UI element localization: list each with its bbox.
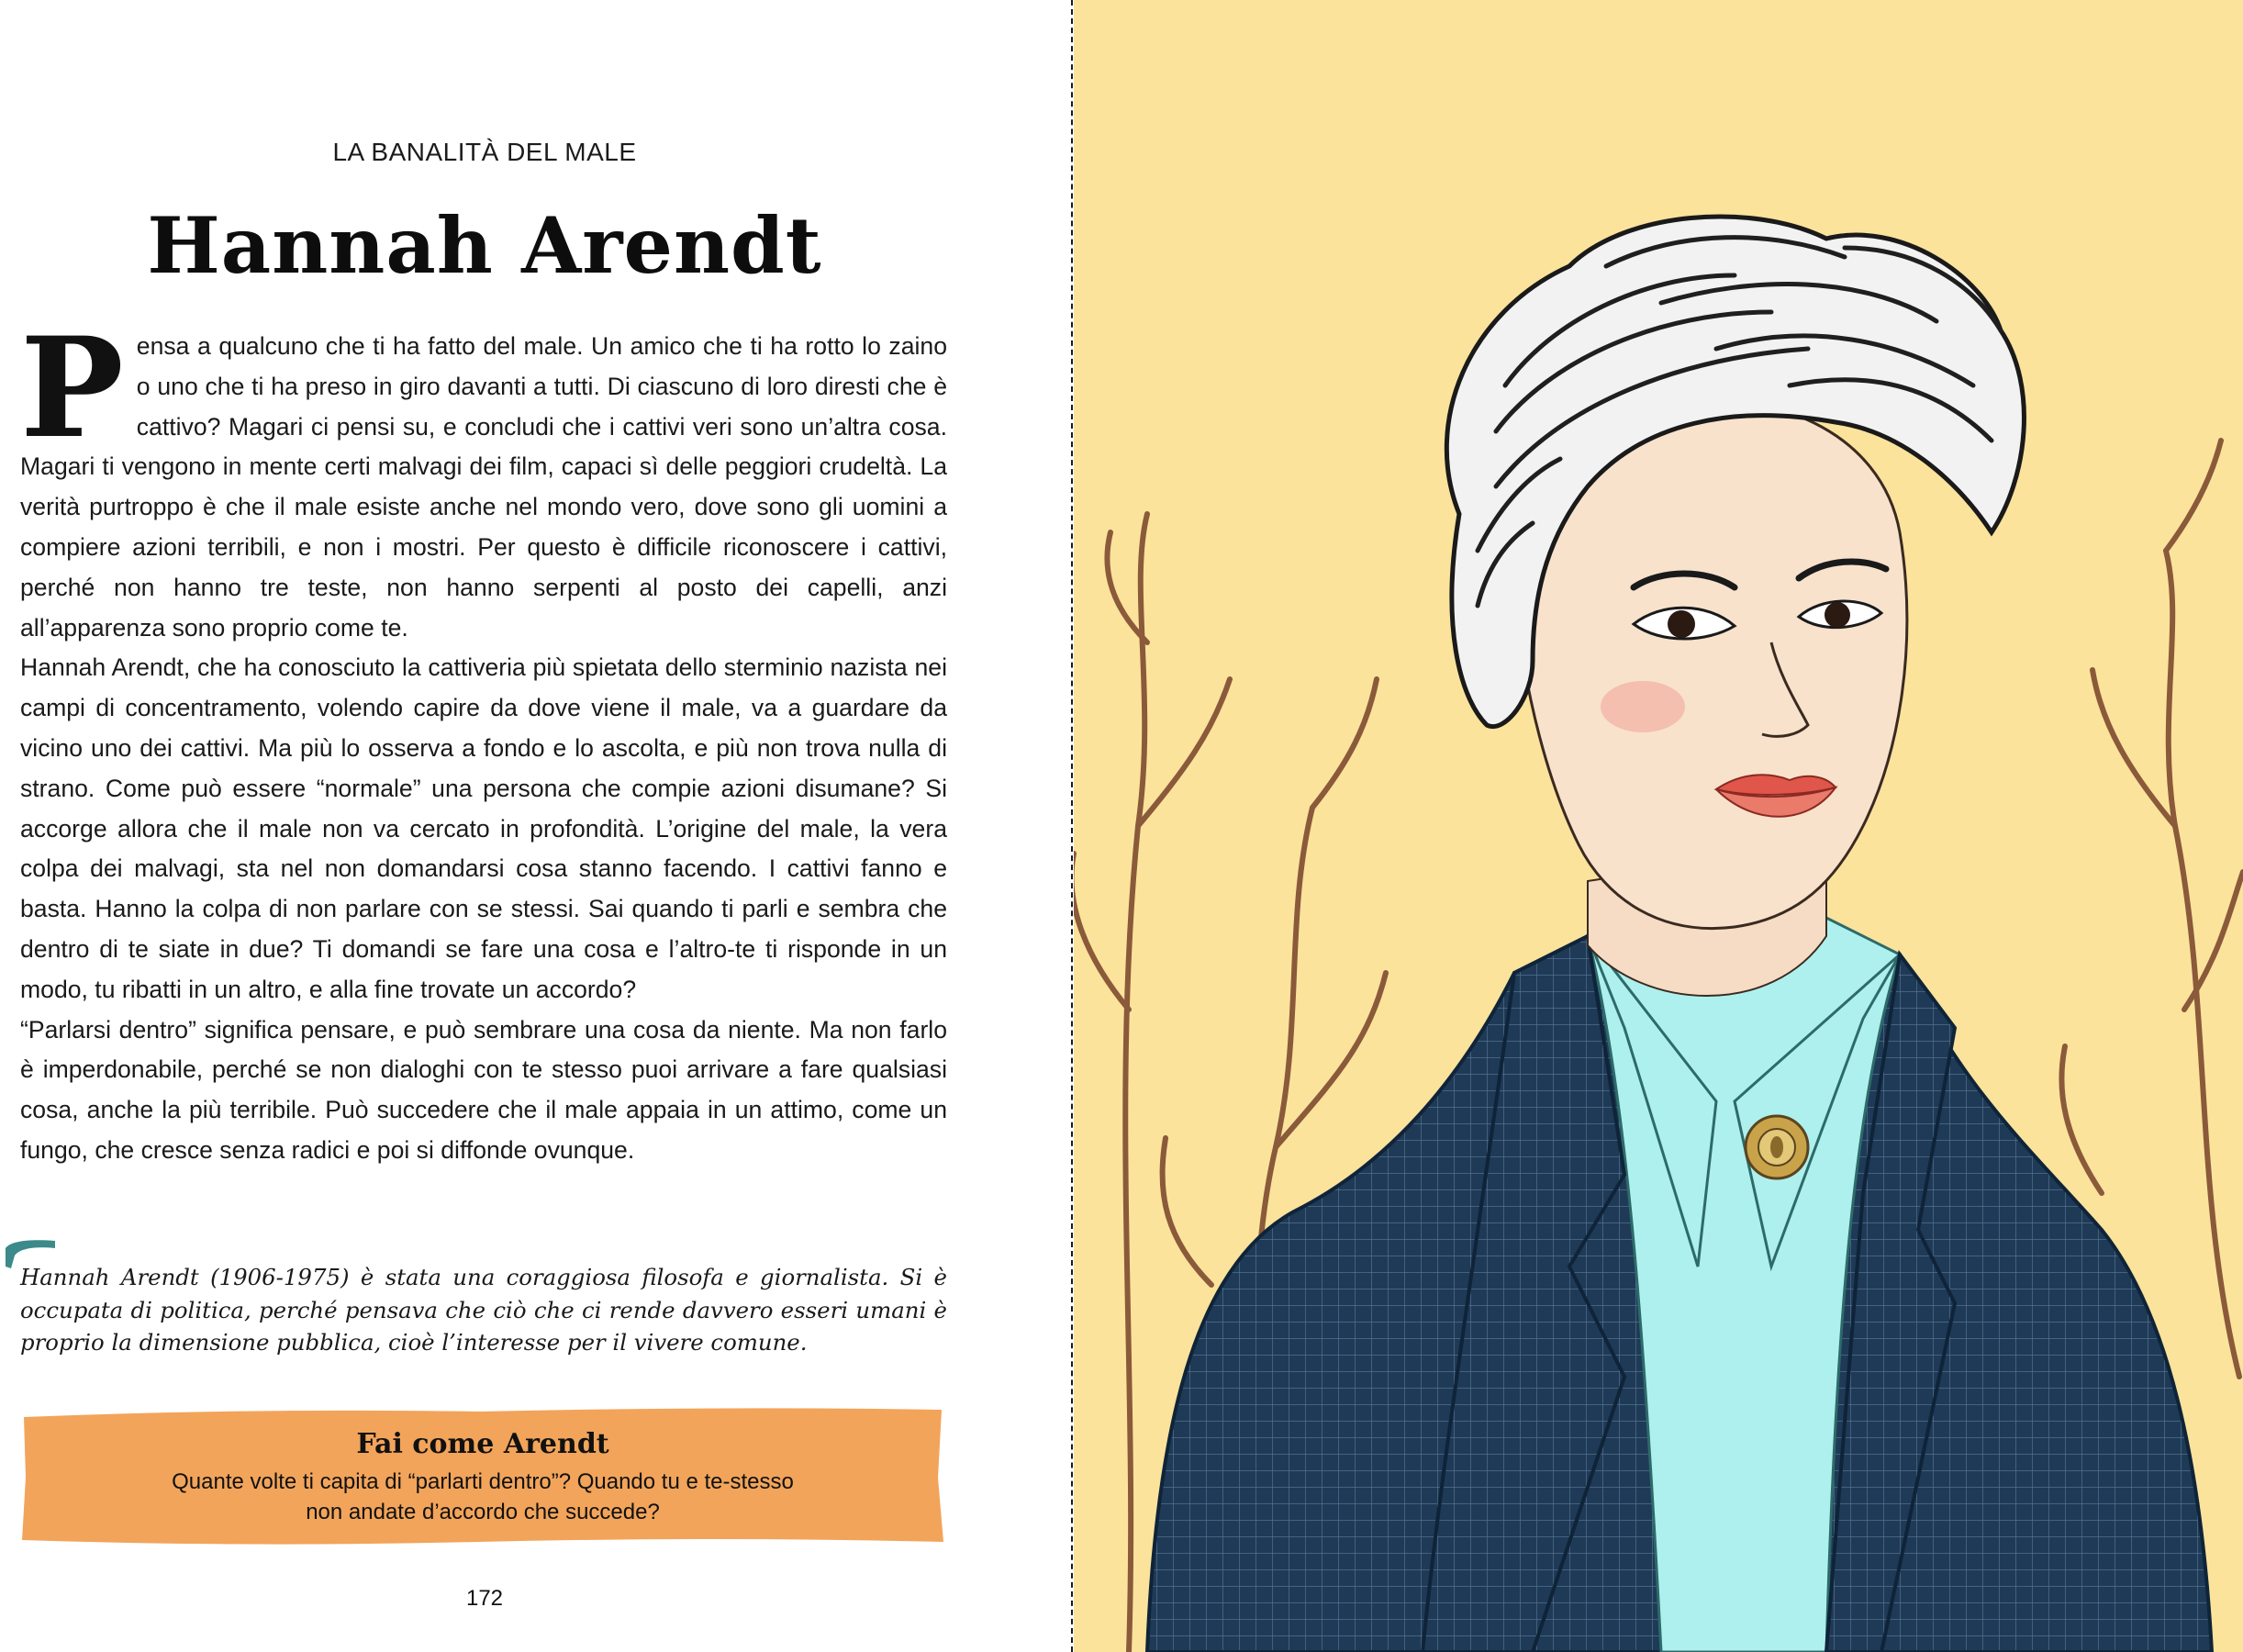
activity-line-2: non andate d’accordo che succede? xyxy=(306,1500,660,1524)
paragraph-2: Hannah Arendt, che ha conosciuto la cattiveria più spietata dello sterminio nazista nei campi di concentramento, volendo capire da dove viene il male, va a guardare da vicino uno dei cattivi. Ma più lo osserva a fondo e lo ascolta, e più non trova nulla di strano. Come può essere “normale” una persona che compie azioni disumane? Si accorge allora che il male non va cercato in profondità. L’origine del male, la vera colpa dei malvagi, sta nel non domandarsi cosa stanno facendo. I cattivi fanno e basta. Hanno la colpa di non parlare con se stessi. Sai quando ti parli e sembra che dentro di te siate in due? Ti domandi se fare una cosa e l’altro-te ti risponde in un modo, tu ribatti in un altro, e alla fine trovate un accordo? xyxy=(20,653,947,1003)
portrait-svg xyxy=(1074,0,2243,1652)
activity-box xyxy=(20,1404,945,1547)
paragraph-3: “Parlarsi dentro” significa pensare, e può sembrare una cosa da niente. Ma non farlo è imperdonabile, perché se non dialoghi con te stesso puoi arrivare a fare qualsiasi cosa, anche la più terribile. Può succedere che il male appaia in un attimo, come un fungo, che cresce senza radici e poi si diffonde ovunque. xyxy=(20,1015,947,1164)
brooch-icon xyxy=(1746,1116,1808,1178)
paragraph-1 xyxy=(20,307,947,648)
page-number: 172 xyxy=(465,1586,504,1611)
portrait-illustration xyxy=(1074,0,2243,1652)
activity-text xyxy=(130,1467,835,1527)
page-title: Hannah Arendt xyxy=(147,200,822,291)
chapter-kicker: LA BANALITÀ DEL MALE xyxy=(332,138,637,166)
paragraph-1-text: ensa a qualcuno che ti ha fatto del male. Un amico che ti ha rotto lo zaino o uno che ti ha preso in giro davanti a tutti. Di ciascuno di loro diresti che è cattivo? Magari ci pensi su, e concludi che i cattivi veri sono un’altra cosa. Magari ti vengono in mente certi malvagi dei film, capaci sì delle peggiori crudeltà. La verità purtroppo è che il male esiste anche nel mondo vero, dove sono gli uomini a compiere azioni terribili, e non i mostri. Per questo è difficile riconoscere i cattivi, perché non hanno tre teste, non hanno serpenti al posto dei capelli, anzi all’apparenza sono proprio come te. xyxy=(20,332,947,642)
drop-cap: P xyxy=(20,307,124,469)
activity-title: Fai come Arendt xyxy=(356,1428,609,1460)
cheek-blush xyxy=(1601,681,1685,732)
left-page xyxy=(0,0,1072,1652)
author-bio: Hannah Arendt (1906-1975) è stata una coraggiosa filosofa e giornalista. Si è occupata di politica, perché pensava che ciò che ci rende davvero esseri umani è proprio la dimensione pubblica, cioè l’interesse per il vivere comune. xyxy=(20,1264,947,1356)
activity-line-1: Quante volte ti capita di “parlarti dentro”? Quando tu e te-stesso xyxy=(172,1469,794,1494)
page-fold-divider xyxy=(1071,0,1073,1652)
body-text xyxy=(20,307,947,1171)
